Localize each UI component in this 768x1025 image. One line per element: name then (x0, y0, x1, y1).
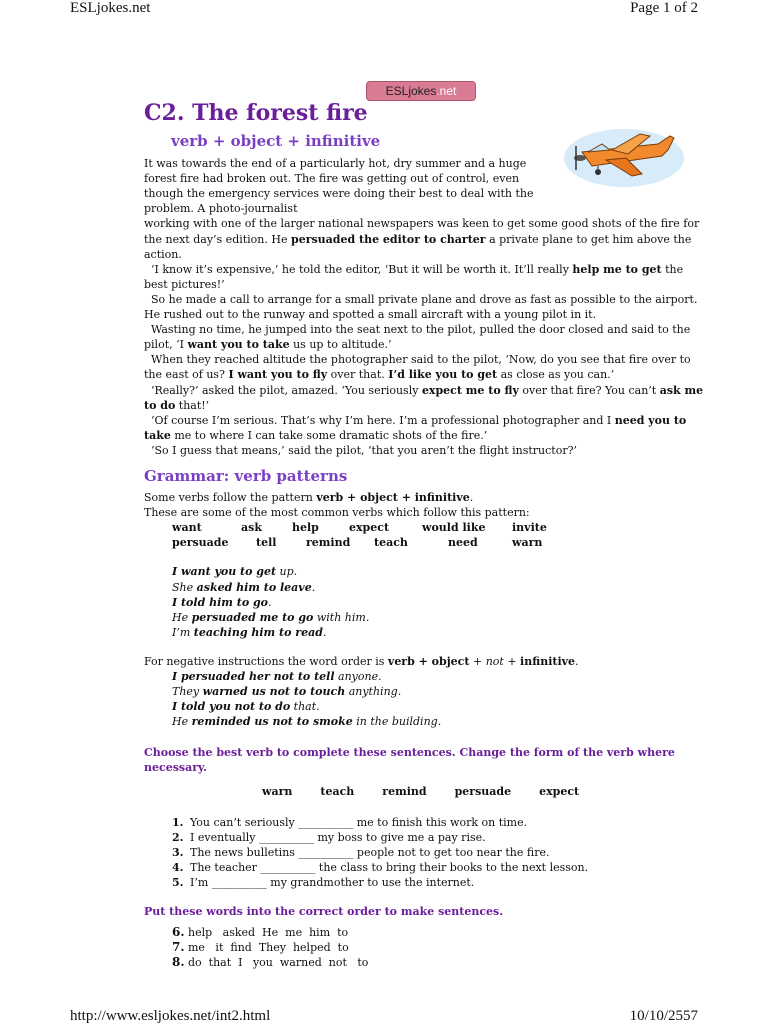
verb-item: want (172, 521, 202, 535)
verb-item: would like (422, 521, 486, 535)
word-bank-item: expect (539, 784, 580, 798)
grammar-heading: Grammar: verb patterns (144, 466, 348, 485)
example-list (144, 564, 704, 639)
negative-example: I told you not to do that. (172, 700, 320, 714)
exercise-item: 1. You can’t seriously __________ me to finish this work on time. (172, 815, 528, 829)
verb-item: help (292, 521, 319, 535)
verb-item: teach (374, 536, 408, 550)
story-paragraph-1b: working with one of the larger national newspapers was keen to get some good shots of the fire for the next day’s edition. He persuaded the editor to charter a private plane to get him above the action. (144, 217, 700, 261)
footer-date: 10/10/2557 (629, 1008, 698, 1024)
exercise-item: 3. The news bulletins __________ people not to get too near the fire. (172, 845, 550, 859)
verb-list-row-1 (172, 520, 704, 535)
grammar-intro: Some verbs follow the pattern verb + object + infinitive. (144, 491, 474, 505)
exercise-2-instruction: Put these words into the correct order to make sentences. (144, 905, 504, 919)
story-paragraph-4: Wasting no time, he jumped into the seat next to the pilot, pulled the door closed and said to the pilot, ‘I want you to take us up to altitude.’ (144, 323, 691, 352)
verb-item: remind (306, 536, 351, 550)
verb-item: need (448, 536, 478, 550)
story-paragraph-5: When they reached altitude the photographer said to the pilot, ‘Now, do you see that fire over to the east of us? I want you to fly over that. I’d like you to get as close as you can.’ (144, 353, 691, 382)
negative-example-list (144, 669, 704, 729)
exercise-2-list (172, 925, 704, 970)
example-sentence: I’m teaching him to read. (172, 625, 327, 639)
example-sentence: I told him to go. (172, 595, 272, 609)
verb-item: invite (512, 521, 547, 535)
verb-item: warn (512, 536, 543, 550)
example-sentence: He persuaded me to go with him. (172, 610, 370, 624)
verb-list-row-2 (172, 535, 704, 550)
negative-example: He reminded us not to smoke in the building. (172, 715, 442, 729)
exercise-item: 8. do that I you warned not to (172, 955, 369, 970)
exercise-item: 4. The teacher __________ the class to bring their books to the next lesson. (172, 860, 589, 874)
header-page-number: Page 1 of 2 (630, 0, 698, 16)
word-bank-item: persuade (454, 784, 512, 798)
footer-url: http://www.esljokes.net/int2.html (70, 1008, 271, 1024)
exercise-item: 2. I eventually __________ my boss to give me a pay rise. (172, 830, 486, 844)
story-paragraph-1: It was towards the end of a particularly hot, dry summer and a huge forest fire had broken out. The fire was getting out of control, even though the emergency services were doing their best to deal with the problem. A photo-journalist (144, 157, 534, 216)
logo-tld: .net (436, 84, 457, 98)
verb-item: expect (349, 521, 390, 535)
story-paragraph-8: ‘So I guess that means,’ said the pilot, ‘that you aren’t the flight instructor?’ (151, 443, 577, 457)
example-sentence: She asked him to leave. (172, 580, 316, 594)
negative-example: I persuaded her not to tell anyone. (172, 670, 382, 683)
logo-main: ESLjokes (385, 84, 437, 98)
negative-rule: For negative instructions the word order is verb + object + not + infinitive. (144, 654, 579, 668)
exercise-item: 7. me it find They helped to (172, 940, 349, 955)
esljokes-logo (366, 81, 476, 101)
verb-item: ask (241, 521, 262, 535)
header-site-name: ESLjokes.net (70, 0, 151, 16)
story-paragraph-6: ‘Really?’ asked the pilot, amazed. ‘You seriously expect me to fly over that fire? You can’t ask me to do that!’ (144, 383, 704, 412)
story-paragraph-2: ‘I know it’s expensive,’ he told the editor, ‘But it will be worth it. It’ll really help me to get the best pictures!’ (144, 262, 684, 291)
verb-item: tell (256, 536, 277, 550)
exercise-1-instruction: Choose the best verb to complete these sentences. Change the form of the verb where necessary. (144, 746, 675, 775)
example-sentence: I want you to get up. (172, 565, 298, 579)
page-title: C2. The forest fire (144, 100, 368, 126)
word-bank-item: warn (262, 784, 293, 798)
word-bank-item: teach (320, 784, 355, 798)
word-bank-item: remind (382, 784, 427, 798)
verb-item: persuade (172, 536, 229, 550)
worksheet-content (144, 100, 704, 971)
page-subtitle: verb + object + infinitive (171, 132, 381, 150)
exercise-1-list (172, 815, 704, 890)
story-paragraph-3: So he made a call to arrange for a small private plane and drove as fast as possible to the airport. He rushed out to the runway and spotted a small aircraft with a young pilot in it. (144, 292, 698, 322)
exercise-item: 6. help asked He me him to (172, 925, 349, 940)
story-paragraph-7: ‘Of course I’m serious. That’s why I’m here. I’m a professional photographer and I need you to take me to where I can take some dramatic shots of the fire.’ (144, 413, 687, 442)
exercise-1-word-bank (262, 784, 704, 799)
grammar-intro-2: These are some of the most common verbs which follow this pattern: (144, 506, 530, 520)
negative-example: They warned us not to touch anything. (172, 685, 402, 699)
exercise-item: 5. I’m __________ my grandmother to use the internet. (172, 876, 475, 890)
